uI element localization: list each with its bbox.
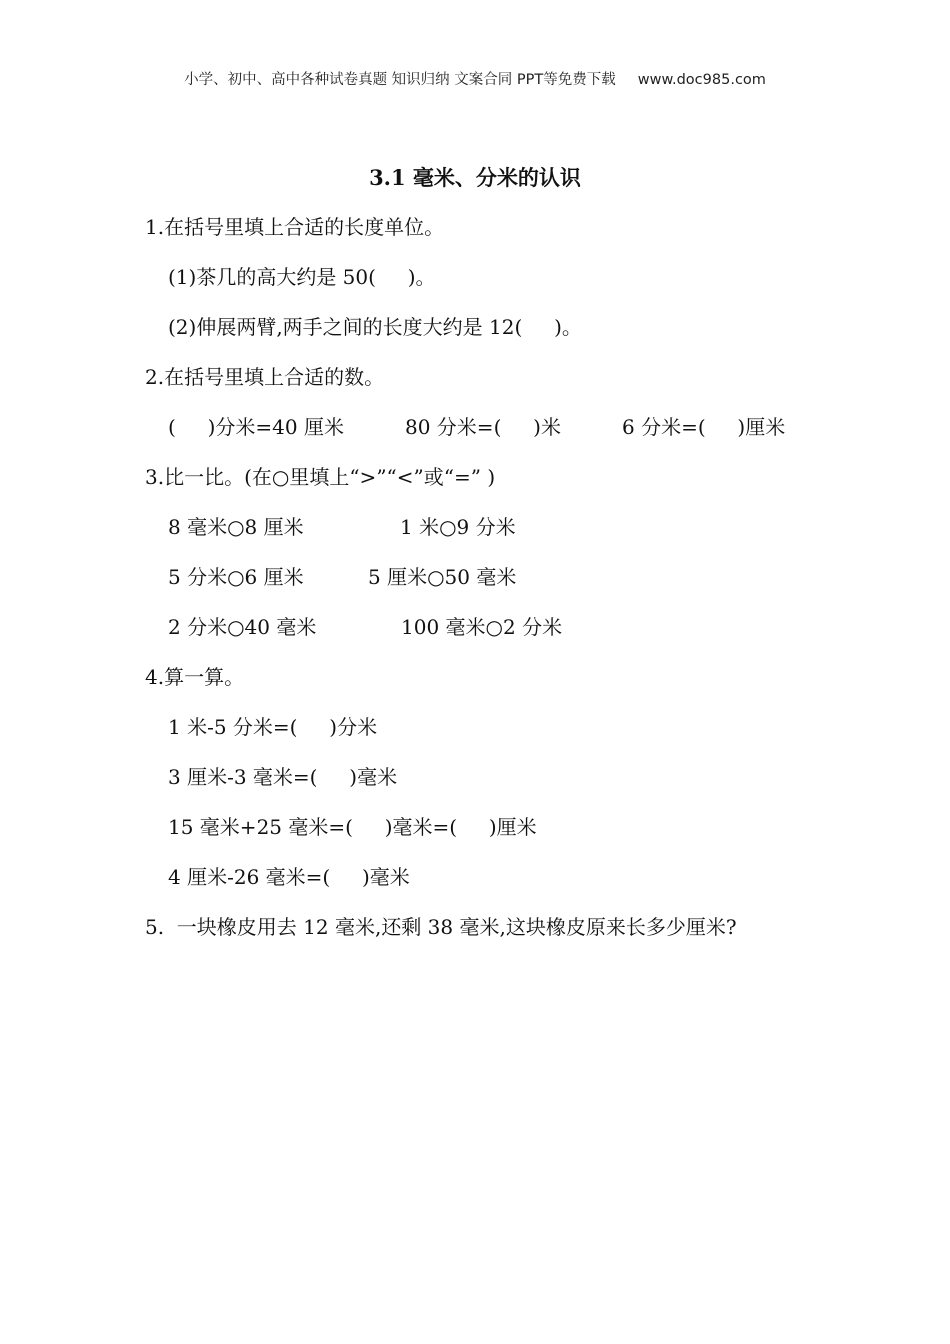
q3-row1-right: 1 米○9 分米	[400, 515, 516, 539]
q2-item-2: 80 分米=( )米	[405, 415, 561, 439]
q3-stem: 3.比一比。(在○里填上“>”“<”或“=” )	[145, 465, 496, 489]
q1-item-1: (1)茶几的高大约是 50( )。	[168, 265, 436, 289]
q3-row3-left: 2 分米○40 毫米	[168, 615, 317, 639]
q2-item-1: ( )分米=40 厘米	[168, 415, 344, 439]
q1-stem: 1.在括号里填上合适的长度单位。	[145, 215, 445, 239]
q4-item-1: 1 米-5 分米=( )分米	[168, 715, 378, 739]
q3-row1-left: 8 毫米○8 厘米	[168, 515, 304, 539]
q2-item-3: 6 分米=( )厘米	[622, 415, 786, 439]
header-text: 小学、初中、高中各种试卷真题 知识归纳 文案合同 PPT等免费下载	[184, 72, 616, 88]
q4-stem: 4.算一算。	[145, 665, 245, 689]
header-site: www.doc985.com	[637, 72, 766, 88]
q1-item-2: (2)伸展两臂,两手之间的长度大约是 12( )。	[168, 315, 582, 339]
q2-stem: 2.在括号里填上合适的数。	[145, 365, 385, 389]
q4-item-4: 4 厘米-26 毫米=( )毫米	[168, 865, 410, 889]
q4-item-3: 15 毫米+25 毫米=( )毫米=( )厘米	[168, 815, 537, 839]
q3-row3-right: 100 毫米○2 分米	[401, 615, 563, 639]
page-header	[0, 68, 950, 89]
q3-row2-right: 5 厘米○50 毫米	[368, 565, 517, 589]
q3-row2-left: 5 分米○6 厘米	[168, 565, 304, 589]
page-title: 3.1 毫米、分米的认识	[369, 165, 581, 190]
q4-item-2: 3 厘米-3 毫米=( )毫米	[168, 765, 398, 789]
q5-stem: 5. 一块橡皮用去 12 毫米,还剩 38 毫米,这块橡皮原来长多少厘米?	[145, 915, 737, 939]
